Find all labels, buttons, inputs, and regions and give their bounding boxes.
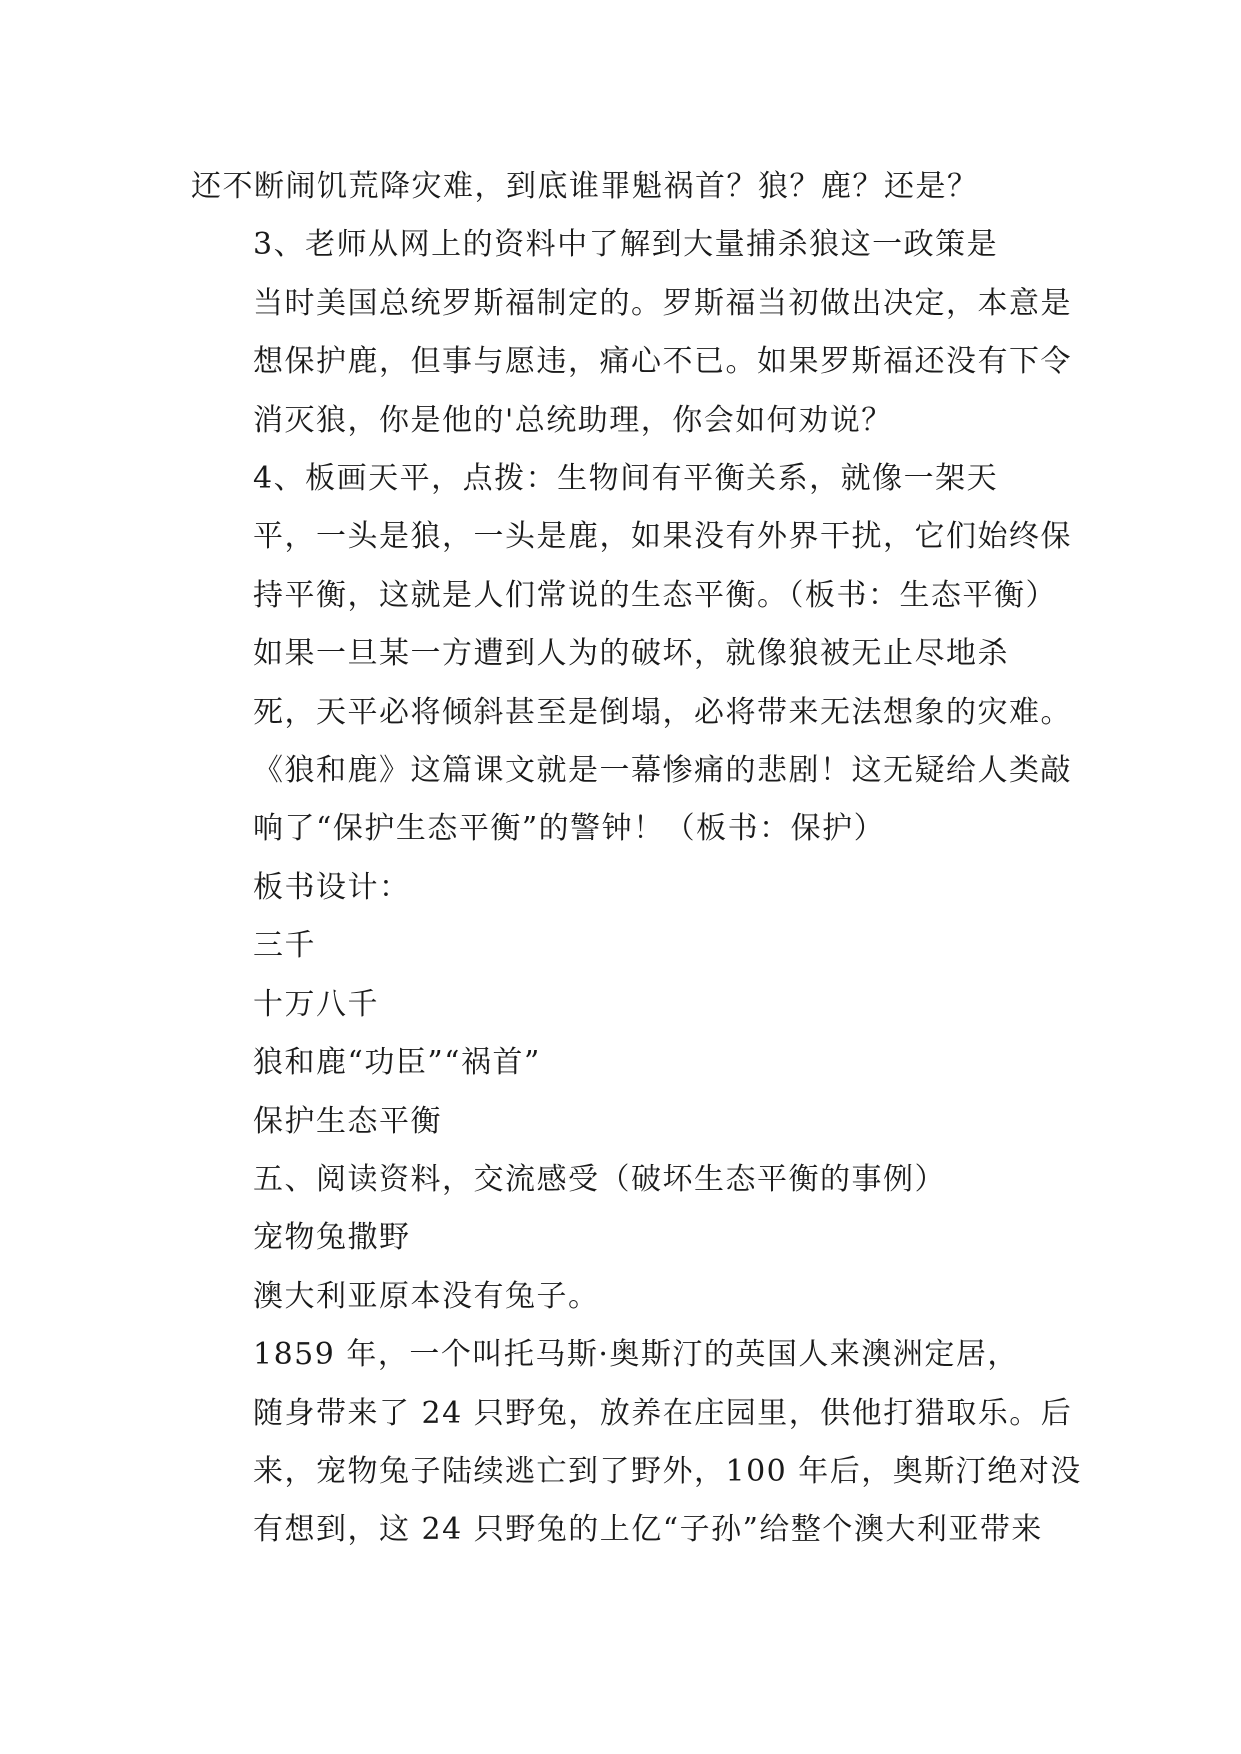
text-line: 4、板画天平，点拨：生物间有平衡关系，就像一架天: [253, 461, 999, 497]
text-line: 狼和鹿“功臣”“祸首”: [253, 1045, 541, 1081]
text-line: 板书设计：: [253, 869, 411, 905]
text-line: 随身带来了 24 只野兔，放养在庄园里，供他打猎取乐。后: [253, 1395, 1073, 1431]
text-line: 1859 年，一个叫托马斯·奥斯汀的英国人来澳洲定居，: [253, 1337, 1019, 1373]
text-line: 来，宠物兔子陆续逃亡到了野外，100 年后，奥斯汀绝对没: [253, 1453, 1082, 1489]
text-line: 十万八千: [253, 986, 379, 1022]
paragraph: [191, 917, 1049, 975]
document-body: [191, 158, 1082, 1560]
paragraph: [191, 1209, 1049, 1267]
text-line: 三千: [253, 928, 316, 964]
paragraph: [191, 625, 1072, 859]
text-line: 消灭狼，你是他的'总统助理，你会如何劝说？: [253, 402, 893, 438]
text-line: 《狼和鹿》这篇课文就是一幕惨痛的悲剧！这无疑给人类敲: [253, 753, 1072, 789]
text-line: 如果一旦某一方遭到人为的破坏，就像狼被无止尽地杀: [253, 636, 1009, 672]
paragraph: [191, 450, 1072, 625]
paragraph: [191, 1034, 1049, 1092]
paragraph: [191, 1151, 1049, 1209]
paragraph: [191, 1093, 1049, 1151]
paragraph: [191, 859, 1049, 917]
text-line: 死，天平必将倾斜甚至是倒塌，必将带来无法想象的灾难。: [253, 694, 1072, 730]
paragraph: [191, 976, 1049, 1034]
paragraph: [191, 1326, 1082, 1560]
text-line: 五、阅读资料，交流感受（破坏生态平衡的事例）: [253, 1161, 946, 1197]
text-line: 当时美国总统罗斯福制定的。罗斯福当初做出决定，本意是: [253, 285, 1072, 321]
text-line: 保护生态平衡: [253, 1103, 442, 1139]
paragraph: [191, 216, 1072, 450]
text-line: 平，一头是狼，一头是鹿，如果没有外界干扰，它们始终保: [253, 519, 1072, 555]
text-line: 还不断闹饥荒降灾难，到底谁罪魁祸首？狼？鹿？还是？: [191, 169, 979, 204]
text-line: 想保护鹿，但事与愿违，痛心不已。如果罗斯福还没有下令: [253, 344, 1072, 380]
text-line: 响了“保护生态平衡”的警钟！（板书：保护）: [253, 811, 886, 847]
text-line: 持平衡，这就是人们常说的生态平衡。（板书：生态平衡）: [253, 577, 1057, 613]
paragraph: [191, 158, 1049, 216]
paragraph: [191, 1268, 1049, 1326]
text-line: 宠物兔撒野: [253, 1220, 411, 1256]
text-line: 澳大利亚原本没有兔子。: [253, 1278, 600, 1314]
text-line: 3、老师从网上的资料中了解到大量捕杀狼这一政策是: [253, 227, 999, 263]
text-line: 有想到，这 24 只野兔的上亿“子孙”给整个澳大利亚带来: [253, 1512, 1043, 1548]
